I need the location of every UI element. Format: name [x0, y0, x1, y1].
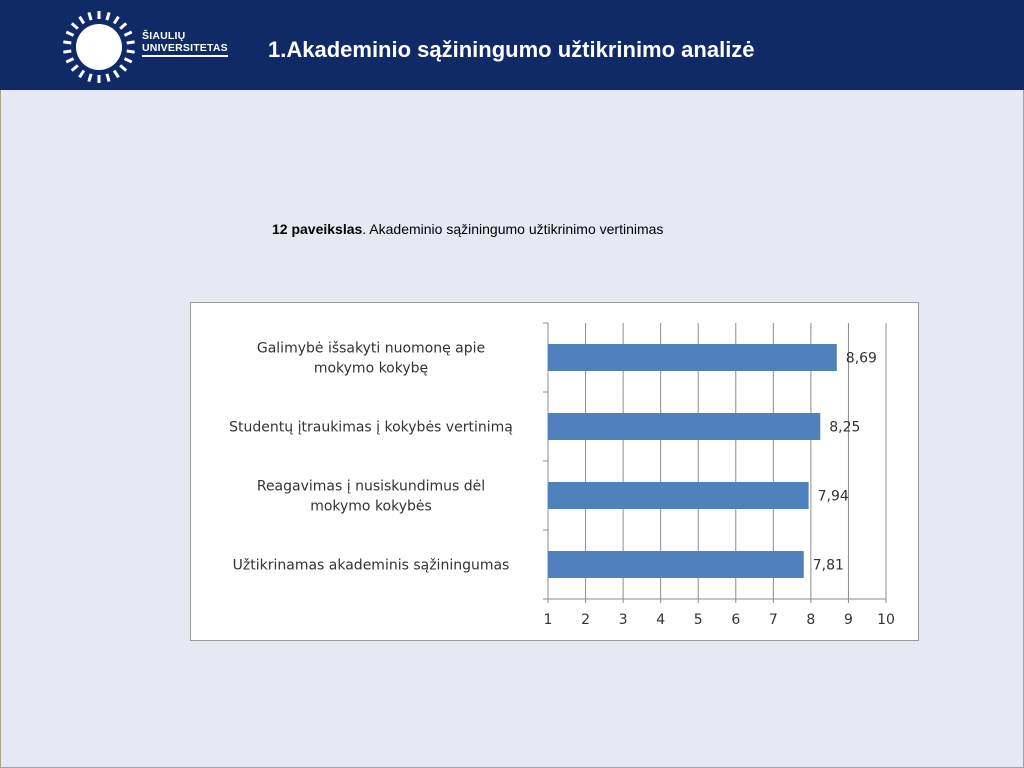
bar-chart: [191, 303, 918, 640]
figure-title: . Akademinio sąžiningumo užtikrinimo vertinimas: [362, 221, 664, 237]
x-tick-label: 3: [618, 612, 628, 628]
chart-area: [190, 302, 919, 641]
logo-ray: [113, 16, 120, 24]
logo-ray: [71, 64, 79, 72]
university-logo: [60, 8, 228, 86]
bar: [548, 551, 804, 578]
x-tick-label: 5: [693, 612, 703, 628]
category-label: Studentų įtraukimas į kokybės vertinimą: [229, 419, 513, 436]
category-label: Reagavimas į nusiskundimus dėl: [256, 478, 486, 495]
sun-emblem-icon: [60, 8, 138, 86]
logo-ray: [63, 40, 71, 44]
logo-ray: [119, 64, 127, 72]
slide-title: 1.Akademinio sąžiningumo užtikrinimo analizė: [268, 37, 755, 62]
bar: [548, 344, 837, 371]
category-label: Galimybė išsakyti nuomonę apie: [256, 340, 486, 357]
logo-line-2: UNIVERSITETAS: [142, 42, 228, 57]
data-label: 8,25: [829, 419, 861, 436]
category-label: mokymo kokybę: [313, 360, 429, 377]
logo-ray: [78, 16, 85, 24]
logo-ray: [87, 12, 92, 21]
bar: [548, 482, 809, 509]
bar: [548, 413, 820, 440]
logo-ray: [113, 70, 120, 78]
logo-line-1: ŠIAULIŲ: [142, 30, 186, 42]
logo-ray: [98, 75, 101, 83]
figure-caption: [272, 221, 663, 237]
data-label: 7,94: [817, 488, 849, 505]
logo-ray: [63, 50, 71, 54]
logo-ray: [66, 31, 75, 37]
logo-ray: [124, 57, 133, 63]
data-label: 8,69: [845, 350, 877, 367]
x-tick-label: 4: [656, 612, 666, 628]
x-tick-label: 10: [877, 612, 895, 628]
logo-ray: [127, 40, 135, 44]
logo-ray: [71, 22, 79, 30]
logo-wordmark: [142, 30, 228, 57]
header-bar: [0, 0, 1024, 90]
category-label: mokymo kokybės: [310, 498, 432, 515]
x-tick-label: 1: [543, 612, 553, 628]
logo-ray: [87, 73, 92, 82]
logo-ray: [119, 22, 127, 30]
x-tick-label: 2: [581, 612, 591, 628]
x-tick-label: 9: [843, 612, 853, 628]
logo-ray: [66, 57, 75, 63]
logo-ray: [124, 31, 133, 37]
x-tick-label: 6: [731, 612, 741, 628]
logo-ray: [98, 11, 101, 19]
x-tick-label: 8: [806, 612, 816, 628]
category-label: Užtikrinamas akademinis sąžiningumas: [232, 557, 510, 574]
logo-ray: [78, 70, 85, 78]
logo-ray: [105, 12, 110, 21]
data-label: 7,81: [812, 557, 844, 574]
logo-ray: [105, 73, 110, 82]
figure-number: 12 paveikslas: [272, 221, 363, 237]
logo-ray: [127, 50, 135, 54]
x-tick-label: 7: [768, 612, 778, 628]
